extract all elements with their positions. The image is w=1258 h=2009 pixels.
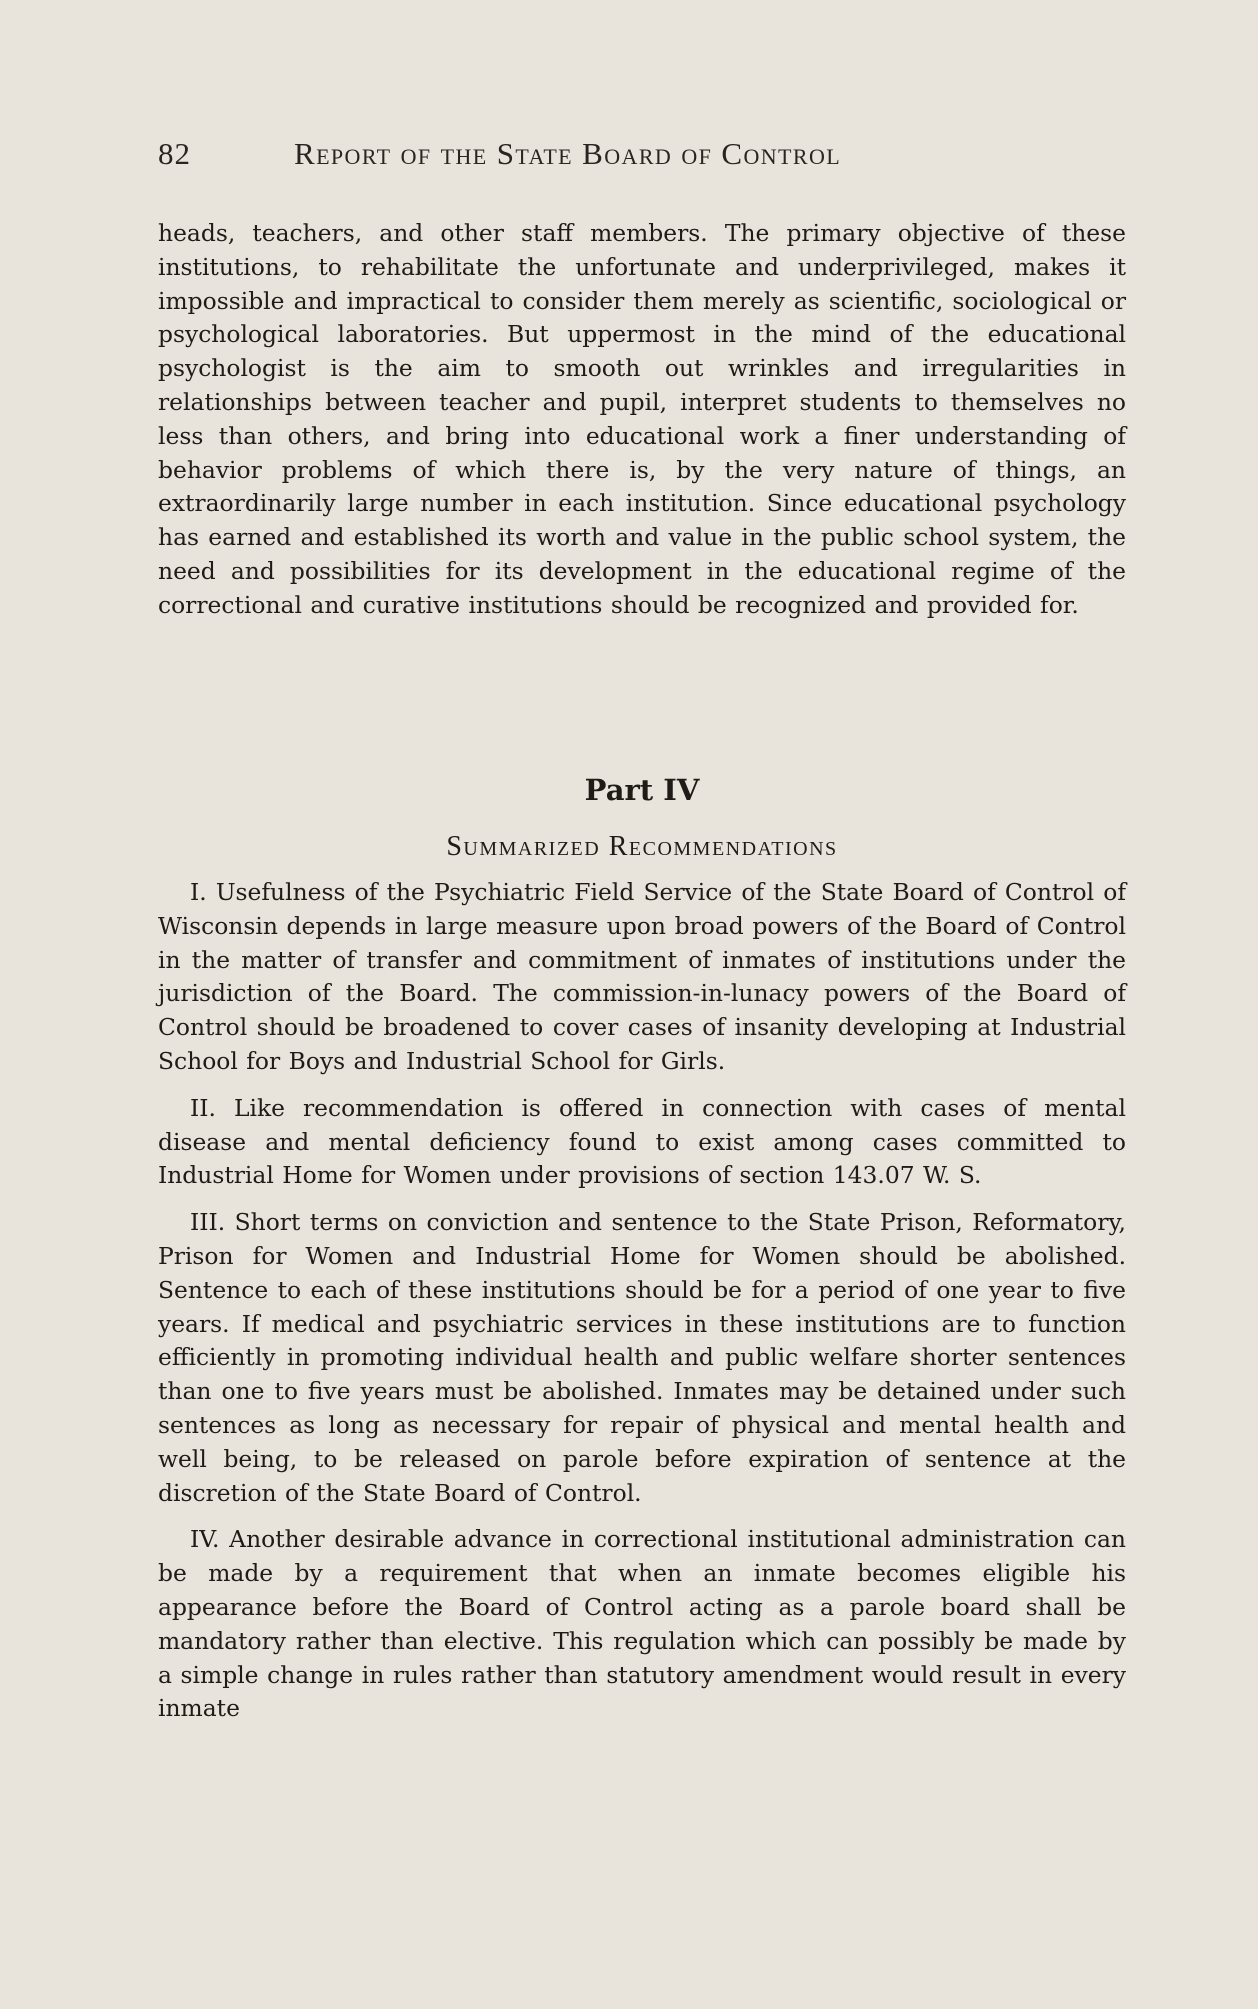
running-header (158, 136, 1158, 180)
recommendation-item: I. Usefulness of the Psychiatric Field Service of the State Board of Control of Wisconsin depends in large measure upon broad powers of the Board of Control in the matter of transfer and commitment of inmates of institutions under the jurisdiction of the Board. The commission-in-lunacy powers of the Board of Control should be broadened to cover cases of insanity developing at Industrial School for Boys and Industrial School for Girls. (158, 878, 1126, 1075)
running-title: Report of the State Board of Control (294, 136, 842, 171)
recommendation-item: II. Like recommendation is offered in connection with cases of mental disease and mental deficiency found to exist among cases committed to Industrial Home for Women under provisions of section 143.07 W. S. (158, 1093, 1126, 1190)
section-subheading: Summarized Recommendations (446, 831, 838, 862)
recommendations-list (158, 876, 1126, 1739)
recommendation-item: IV. Another desirable advance in correctional institutional administration can be made by a requirement that when an inmate becomes eligible his appearance before the Board of Control acting as a parole board shall be mandatory rather than elective. This regulation which can possibly be made by a simple change in rules rather than statutory amendment would result in every inmate (158, 1525, 1126, 1723)
opening-paragraph-block (158, 217, 1126, 623)
page-number: 82 (158, 136, 191, 171)
part-heading: Part IV (584, 773, 700, 807)
recommendation-item: III. Short terms on conviction and sentence to the State Prison, Reformatory, Prison for Women and Industrial Home for Women should be abolished. Sentence to each of these institutions should be for a period of one year to five years. If medical and psychiatric services in these institutions are to function efficiently in promoting individual health and public welfare shorter sentences than one to five years must be abolished. Inmates may be detained under such sentences as long as necessary for repair of physical and mental health and well being, to be released on parole before expiration of sentence at the discretion of the State Board of Control. (158, 1208, 1126, 1507)
opening-paragraph: heads, teachers, and other staff members. The primary objective of these institutions, to rehabilitate the unfortunate and underprivileged, makes it impossible and impractical to consider them merely as scientific, sociological or psychological laboratories. But uppermost in the mind of the educational psychologist is the aim to smooth out wrinkles and irregularities in relationships between teacher and pupil, interpret students to themselves no less than others, and bring into educational work a finer understanding of behavior problems of which there is, by the very nature of things, an extraordinarily large number in each institution. Since educational psychology has earned and established its worth and value in the public school system, the need and possibilities for its development in the educational regime of the correctional and curative institutions should be recognized and provided for. (158, 219, 1126, 619)
